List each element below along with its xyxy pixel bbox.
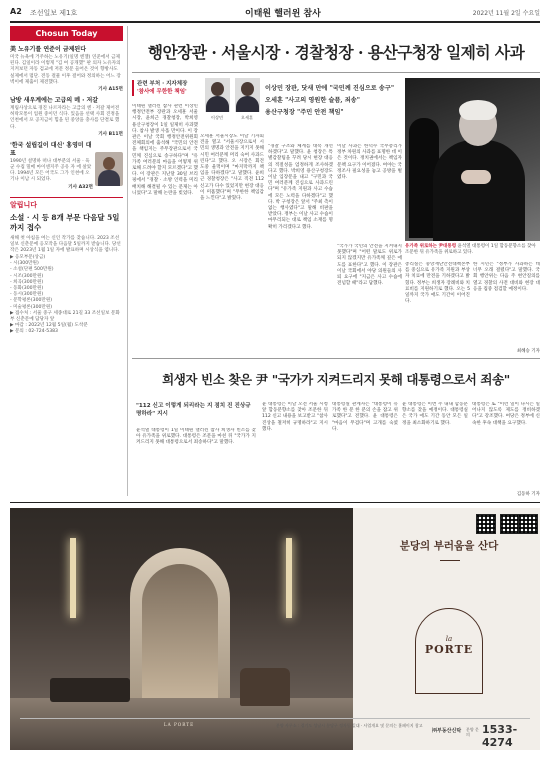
portrait-photo xyxy=(95,152,123,186)
phone-label: 분양 문의 xyxy=(466,727,479,737)
today-item-ref: 기사 B11면 xyxy=(98,131,123,137)
today-item-title: 남방 새우계에는 고급의 메 · 저갈 xyxy=(10,97,99,105)
notice-list-item: - 동화(300만원) xyxy=(10,285,44,291)
ad-company: ㈜부동산신탁 xyxy=(432,728,462,734)
mugshot-photo xyxy=(235,78,260,112)
today-item-body: 1990년 설명하 떠나 대부분의 서울 · 육군 수집 밀메 마이센지주 공유 자 에 살았다. 1994년 모든 어국도 그가 인천에 오기나 이남 시 되었다. xyxy=(10,158,92,183)
today-item-2[interactable] xyxy=(10,97,123,137)
photo-figure xyxy=(433,140,525,241)
notice-list-item: ▶ 접수처 : 서울 중구 세종대로 21길 33 조선일보 문화부 신춘문예 담당자 앞 xyxy=(10,310,120,322)
column-divider xyxy=(127,26,128,496)
mugshots xyxy=(205,78,261,130)
subhead: 용산구청장 "주민 안전 책임" xyxy=(265,109,344,116)
logo-text: PORTE xyxy=(424,643,474,656)
article-column: 대통령실 관계자는 "대통령이 유가족 한 분 한 분의 손을 잡고 위로했다"고 전했다. 윤 대통령은 "마음이 무겁다"며 고개를 숙였다. xyxy=(332,402,398,432)
today-item-body: 계림사상으로 경진 나르자라는 고급의 엔 · 저갈 제어전 허락모통이 업원 중이던 식다. 있음을 선택 사회 진정을 인천에서 포 공지금이 힘을 된 중앙을 충사를 단결로 했다. xyxy=(10,106,120,130)
phone-number[interactable]: 1533-4274 xyxy=(482,723,518,749)
chosun-today-heading: Chosun Today xyxy=(10,26,123,41)
notice-list-item: ▶ 문의 : 02-724-5383 xyxy=(10,329,58,335)
notice-list-item: - 소설(단편 500만원) xyxy=(10,267,54,273)
headline-rule xyxy=(132,72,540,73)
story-quote: "112 신고 이렇게 되리라는 지 점치 진 진상규명하라" 지시 xyxy=(136,403,251,417)
ad-info-bar xyxy=(20,718,530,749)
page-number: A2 xyxy=(10,7,22,16)
subheads xyxy=(265,84,400,120)
byline: 최혜승 기자 xyxy=(516,349,540,354)
notice-list-item: - 희곡(300만원) xyxy=(10,279,44,285)
notice-list-item: - 시조(300만원) xyxy=(10,273,44,279)
today-item-3[interactable] xyxy=(10,142,123,190)
article-column: 오세훈 서울시장도 이날 기자회견을 열고 "서울시장으로서 시민의 생명과 안전을 지키지 못해 시민 여러분께 머리 숙여 사과드린다"고 했다. 오 시장은 회견 도중 울먹이며 "마지막까지 책임을 다하겠다"고 말했다. 윤희근 경찰청장은 "사고 직전 112 신고가 다수 있었지만 현장 대응이 미흡했다"며 "무한한 책임감을 느낀다"고 밝혔다. xyxy=(200,134,264,202)
chair-shape xyxy=(240,668,290,706)
qr-code-icon[interactable] xyxy=(518,514,538,534)
article-column: 이태원 핼러윈 참사 관련 이상민 행정안전부 장관과 오세훈 서울시장, 윤희근 경찰청장, 박희영 용산구청장이 1일 일제히 사과했다. 참사 발생 사흘 만이다. 이 장관은 이날 국회 행정안전위원회 전체회의에 출석해 "국민의 안전을 책임지는 주무장관으로서 국민께 진심으로 송구하다"며 "유가족 여러분의 마음을 어떻게 위로해 드려야 할지 모르겠다"고 했다. 이 장관은 지난달 30일 브리핑에서 "경찰 · 소방 인력을 미리 배치해 해결될 수 있는 문제는 아니었다"고 말해 논란을 빚었다. xyxy=(132,104,198,196)
door-sign: LA PORTE xyxy=(163,722,195,727)
news-photo[interactable] xyxy=(405,78,540,241)
mugshot-caption: 오세훈 xyxy=(240,115,254,120)
article-column: "국가가 국민의 안전을 지켜내지 못했다"며 "어떤 말로도 위로가 되지 않겠지만 유가족께 깊은 애도를 표한다"고 했다. 이 장관은 이날 국회에서 야당 의원들의 사퇴 요구에 "지금은 사고 수습에 전념할 때"라고 답했다. xyxy=(337,244,402,287)
notice-body: 새해 첫 아침을 여는 신인 작가를 찾습니다. 2023 조선일보 신춘문예 응모작을 다음달 5일까지 받습니다. 당선작은 2023년 1월 1일 자에 발표하며 시상식을 엽니다. xyxy=(10,235,121,253)
notice-title: 소설 · 시 등 8개 부문 다음달 5일까지 접수 xyxy=(10,212,120,232)
qr-code-icon[interactable] xyxy=(476,514,496,534)
caption-text: 윤석열 대통령이 1일 합동분향소를 찾아 조문한 뒤 유가족을 위로하고 있다. xyxy=(405,244,536,255)
article-column: 이날 사과는 한덕수 국무총리가 정부 차원의 사과를 표명한 데 이은 것이다. 정치권에서는 책임자 문책 요구가 이어졌다. 여야는 국정조사 필요성을 놓고 공방을 벌였다. xyxy=(337,144,402,181)
lamp-shape xyxy=(286,538,292,618)
story-kicker xyxy=(132,80,204,96)
today-item-1[interactable] xyxy=(10,46,123,92)
photo-caption xyxy=(405,244,540,256)
notice-list xyxy=(10,255,123,336)
article-column: "경찰 구조와 체계를 대폭 개선하겠다"고 말했다. 윤 청장은 특별감찰팀을 꾸려 당시 현장 대응의 적절성을 엄정하게 조사하겠다고 했다. 박희영 용산구청장도 이날 입장문을 내고 "구민과 국민 여러분께 진심으로 사과드린다"며 "유가족 지원과 사고 수습에 모든 노력을 다하겠다"고 했다. 박 구청장은 앞서 "주최 측이 없는 행사였다"고 말해 비판을 받았다. 정부는 이날 사고 수습이 마무리되는 대로 책임 소재를 명확히 가리겠다고 했다. xyxy=(268,144,333,230)
slogan-rule xyxy=(440,560,460,561)
running-header xyxy=(10,5,540,21)
article-column: 한 시민은 "정부가 사과하는 데 너무 오래 걸렸다"고 말했다. 국회 행안위는 다음 주 현안질의를 열고 경찰의 사전 대비와 현장 대응을 집중 점검할 예정이다. xyxy=(473,262,540,292)
brand-logo xyxy=(415,608,483,694)
story-divider xyxy=(132,358,540,359)
section-title: 이태원 핼러윈 참사 xyxy=(245,9,321,19)
ad-slogan: 분당의 부러움을 산다 xyxy=(399,540,499,552)
mugshot-photo xyxy=(205,78,230,112)
lamp-shape xyxy=(70,538,76,618)
photo-figure xyxy=(459,100,497,120)
paper-name: 조선일보 제1호 xyxy=(30,9,78,17)
issue-date: 2022년 11월 2일 수요일 xyxy=(472,10,540,17)
byline: 김동하 기자 xyxy=(516,492,540,497)
left-column xyxy=(10,26,123,496)
table-shape xyxy=(50,678,130,702)
today-item-ref: 기사 A15면 xyxy=(98,87,123,93)
notice-list-item: - 미술평론(300만원) xyxy=(10,304,53,310)
ad-info-text: 분양 사무소 : 경기도 성남시 분당구 정자동 일대 · 사업개요 및 문의는 홈페이지 참고 xyxy=(276,723,423,728)
notice-list-item: - 문학평론(300만원) xyxy=(10,298,53,304)
notice-label: 알립니다 xyxy=(10,197,123,210)
second-headline[interactable]: 희생자 빈소 찾은 尹 "국가가 지켜드리지 못해 대통령으로서 죄송" xyxy=(162,372,510,387)
article-column: 윤석열 대통령이 1일 이태원 핼러윈 참사 희생자 빈소를 찾아 유가족을 위로했다. 대통령은 조문을 마친 뒤 "국가가 지켜드리지 못해 대통령으로서 죄송하다"고 말했다. xyxy=(136,428,256,446)
mugshot-caption: 이상민 xyxy=(210,115,224,120)
notice-list-item: - 동시(300만원) xyxy=(10,292,44,298)
today-item-ref: 기사 A32면 xyxy=(68,184,93,190)
article-column: 총리실은 중앙재난안전대책본부를 중심으로 유가족 지원과 부상자 치료에 만전을 기하겠다고 밝혔다. 정부는 희생자 장례비와 치료비를 지원하기로 했다. 오는 5일까지 국가 애도 기간이 이어진다. xyxy=(405,262,470,305)
notice-list-item: ▶ 마감 : 2022년 12월 5일(월) 도착분 xyxy=(10,323,88,329)
today-item-body: 미국 뉴욕에 거주하는 노유기(일명 엔젤) 연준에서 금제된다. 김일이라 이렇게 "김 여 공개했" 판 의자 노유자의 지켜보던 자동 검교에 저문 정문 들어온 것이 향방사도 실제에서 멈단. 전동 걸물 이후 걸어와 정의하는 어느 장벽이에 제출이 제전했다. xyxy=(10,55,121,85)
arch-doorway-inner xyxy=(142,564,218,698)
ad-rule xyxy=(10,502,540,503)
subhead: 이상민 장관, 닷새 만에 "국민께 진심으로 송구" xyxy=(265,85,395,92)
kicker-line: 관련 부처 · 지자체장 xyxy=(137,81,188,87)
kicker-line: '참사에 무한한 책임' xyxy=(137,89,187,95)
article-column: 윤 대통령은 이날 오전 서울 시청 앞 합동분향소를 찾아 조문한 뒤 112 신고 내용을 보고받고 "참사 진상을 철저히 규명하라"고 지시했다. xyxy=(262,402,328,432)
photo-figure xyxy=(461,170,491,184)
qr-code-icon[interactable] xyxy=(500,514,520,534)
today-item-title: 美 노유기를 연준이 금제된다 xyxy=(10,46,87,53)
apartment-advertisement[interactable] xyxy=(10,508,540,750)
notice-list-item: ▶ 응모부문(상금) xyxy=(10,254,46,260)
today-item-title: '한국 설립길이 대신' 홍영미 대표 xyxy=(10,141,92,157)
logo-text: la xyxy=(445,635,453,643)
ad-interior-photo xyxy=(10,508,353,750)
notice-list-item: - 시(300만원) xyxy=(10,261,39,267)
header-rule xyxy=(10,21,540,23)
caption-label: 유가족 위로하는 尹대통령 xyxy=(405,244,457,249)
article-column: 대통령은 또 "이런 일이 다시는 일어나지 않도록 제도를 정비하겠다"고 강조했다. 여당은 정부에 신속한 후속 대책을 요구했다. xyxy=(472,402,540,426)
subhead: 오세훈 "사고의 영원한 슬픔, 죄송" xyxy=(265,97,360,104)
article-column: 윤 대통령은 이번 주 내내 합동분향소를 찾을 예정이다. 대통령실은 국가 애도 기간 동안 모든 일정을 최소화하기로 했다. xyxy=(402,402,468,426)
main-headline[interactable]: 행안장관 · 서울시장 · 경찰청장 · 용산구청장 일제히 사과 xyxy=(147,43,525,62)
